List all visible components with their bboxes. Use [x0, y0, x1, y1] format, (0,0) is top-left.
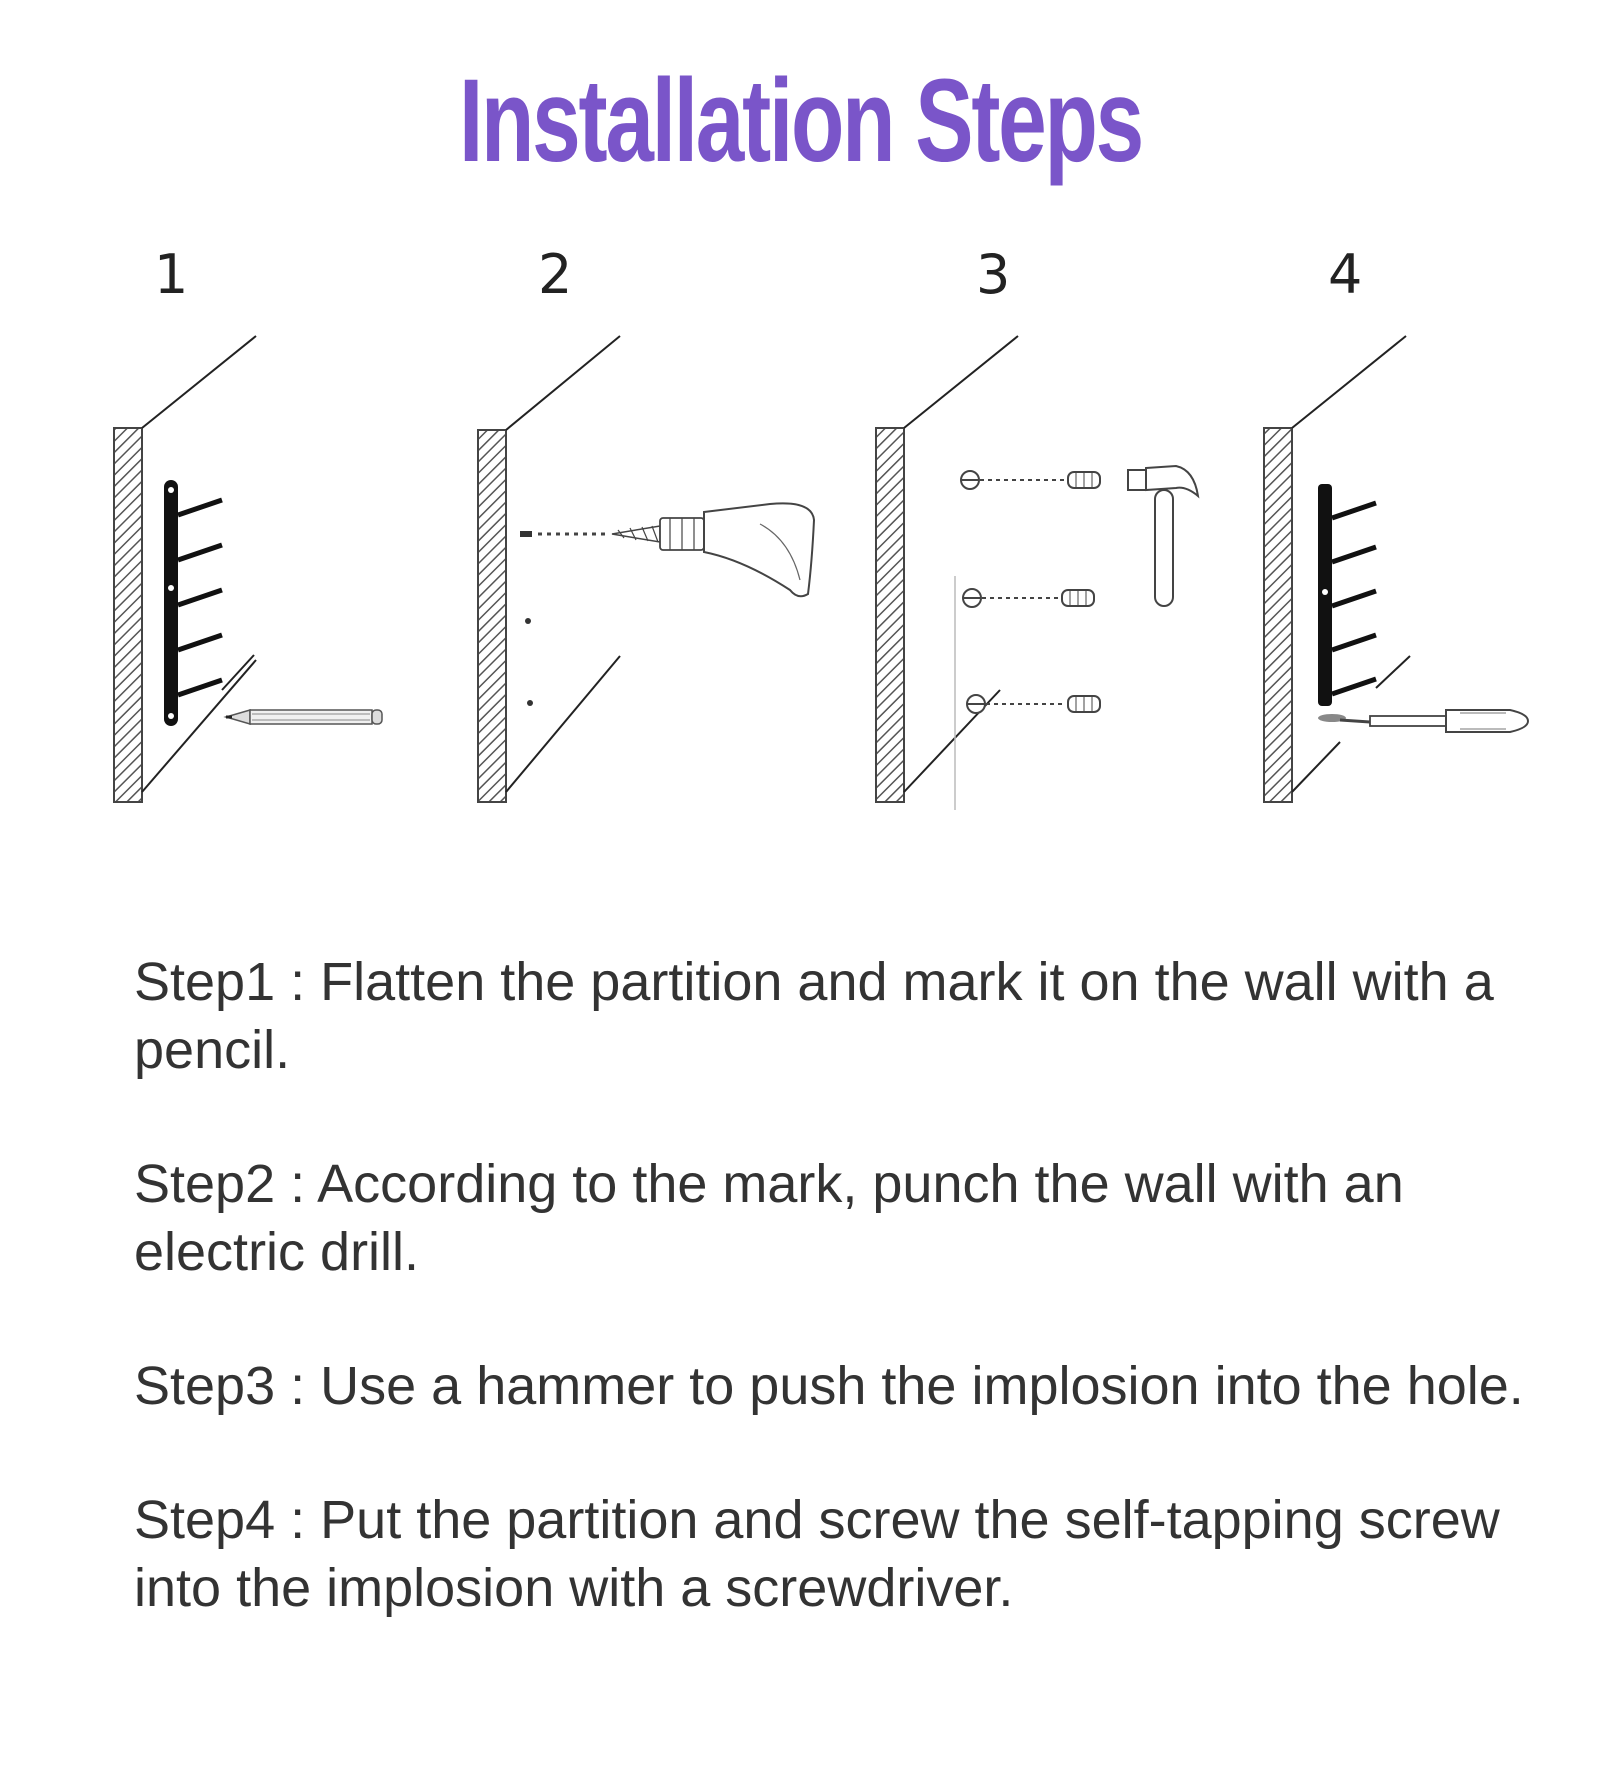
installation-diagram — [0, 230, 1601, 830]
anchor-3 — [967, 695, 1100, 713]
step-4-text: Put the partition and screw the self-tapping screw into the implosion with a screwdriver. — [134, 1490, 1500, 1618]
step-2-text: According to the mark, punch the wall with an electric drill. — [134, 1154, 1404, 1282]
partition-rack-1 — [164, 480, 254, 726]
panel-number-1: 1 — [154, 243, 189, 306]
wall-2 — [478, 336, 620, 802]
drill-marks — [520, 531, 610, 706]
step-4-label: Step4 — [134, 1490, 276, 1550]
step-2-separator: : — [275, 1154, 318, 1214]
hammer-icon — [1128, 466, 1198, 606]
page-title: Installation Steps — [459, 55, 1142, 187]
panel-3 — [876, 336, 1198, 810]
panel-number-4: 4 — [1328, 243, 1363, 306]
wall-3 — [876, 336, 1018, 810]
step-1-text: Flatten the partition and mark it on the wall with a pencil. — [134, 952, 1494, 1080]
step-2 — [134, 1150, 1534, 1286]
anchor-2 — [963, 589, 1094, 607]
partition-rack-4 — [1318, 484, 1410, 722]
step-1 — [134, 948, 1534, 1084]
steps-list — [134, 948, 1534, 1688]
drill-icon — [612, 503, 814, 596]
wall-1 — [114, 336, 256, 802]
anchor-1 — [961, 471, 1100, 489]
step-3-text: Use a hammer to push the implosion into the hole. — [320, 1356, 1524, 1416]
screwdriver-icon — [1340, 710, 1528, 732]
step-3 — [134, 1352, 1534, 1420]
step-1-separator: : — [275, 952, 321, 1012]
panel-number-3: 3 — [976, 243, 1011, 306]
panel-1 — [114, 336, 382, 802]
step-2-label: Step2 — [134, 1154, 276, 1214]
step-3-separator: : — [275, 1356, 321, 1416]
pencil-icon — [226, 710, 382, 724]
step-4-separator: : — [275, 1490, 321, 1550]
panel-2 — [478, 336, 814, 802]
panel-4 — [1264, 336, 1528, 802]
step-4 — [134, 1486, 1534, 1622]
wall-4 — [1264, 336, 1406, 802]
step-1-label: Step1 — [134, 952, 276, 1012]
step-3-label: Step3 — [134, 1356, 276, 1416]
panel-number-2: 2 — [538, 243, 573, 306]
